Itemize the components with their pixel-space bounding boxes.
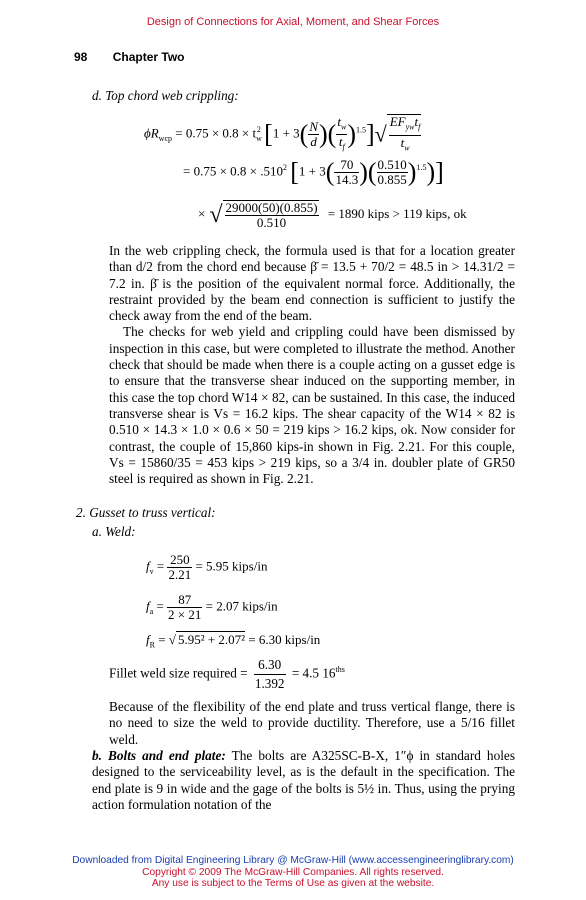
eq2-den1: 14.3 — [335, 172, 359, 187]
paragraph-3: Because of the flexibility of the end plate and truss vertical flange, there is no need to size the weld to provide ductility. Therefore, use a 5/16 fillet weld. — [109, 699, 515, 747]
body-text-weld — [109, 699, 515, 748]
running-header: Design of Connections for Axial, Moment, and Shear Forces — [146, 16, 440, 28]
footer-copyright: Copyright © 2009 The McGraw-Hill Companies. All rights reserved. — [142, 866, 444, 878]
fillet-sup: ths — [335, 665, 345, 675]
item-d-heading: d. Top chord web crippling: — [92, 88, 239, 103]
eq3-den: 0.510 — [256, 215, 287, 230]
paragraph-1: In the web crippling check, the formula used is that for a location greater than d/2 from the chord end because β̄ = 13.5 + 70/2 = 48.5 in > 14.31/2 = 7.2 in. β̄ is the position of the equivalent normal force. Additionally, the restraint provided by the beam end connection is sufficient to justify the check away from the end of the beam. — [109, 243, 515, 324]
body-text-bolts — [92, 748, 515, 813]
fv-lhs: f — [146, 558, 150, 574]
eq2-value: = 0.75 × 0.8 × .510 — [183, 163, 283, 179]
fa-lhs: f — [146, 598, 150, 614]
fr-lhs: f — [146, 632, 150, 647]
equation-web-crippling-3: × √ $\frac{29000(50)(0.855)}{0.510}$ = 1890 kips > 119 kips, ok — [198, 200, 467, 230]
item-b-label: b. Bolts and end plate: — [92, 748, 226, 763]
body-text-web-crippling — [109, 243, 515, 487]
fv-sub: v — [149, 567, 154, 577]
footer — [0, 855, 586, 890]
eq1-lhs: ϕR — [144, 125, 159, 141]
chapter-title: Chapter Two — [112, 50, 185, 64]
item-2-text: 2. Gusset to truss vertical: — [76, 505, 216, 520]
fr-sub: R — [149, 640, 155, 650]
equation-web-crippling-1: $\phi R_{wcp} = 0.75 \times 0.8 \times t_w^2$ [1 + 3( $\frac{N}{d}$ )( $\frac{t_w}{t_f}$ )$^{1.5}$]√ $\frac{EF_{yw}t_f}{t_w}$ — [144, 114, 421, 155]
footer-terms: Any use is subject to the Terms of Use as given at the website. — [151, 878, 435, 889]
equation-fv: $f_v$ = $\frac{250}{2.21}$ = 5.95 kips/in — [146, 552, 268, 582]
eq2-num2: 0.510 — [377, 157, 407, 172]
fillet-weld-equation — [109, 656, 345, 693]
fv-result: = 5.95 kips/in — [195, 558, 268, 574]
page-header — [74, 50, 184, 64]
fa-den: 2 × 21 — [168, 607, 202, 622]
fillet-result: = 4.5 16 — [291, 665, 336, 681]
fr-result: = 6.30 kips/in — [248, 632, 321, 647]
fillet-num: 6.30 — [254, 656, 286, 675]
paragraph-2: The checks for web yield and crippling could have been dismissed by inspection in this case, but were completed to illustrate the method. Another check that should be made when there is a couple acting on a gusset edge is to ensure that the transverse shear induced on the supporting member, in this case the top chord W14 × 82, can be sustained. In this case, the induced transverse shear is Vs = 16.2 kips. The shear capacity of the W14 × 82 is 0.510 × 14.3 × 1.0 × 0.6 × 50 = 219 kips > 16.2 kips, ok. Now consider for contrast, the couple of 15,860 kips-in shown in Fig. 2.21. For this couple, Vs = 15860/35 = 453 kips > 219 kips, so a 3/4 in. doubler plate of GR50 steel is required as shown in Fig. 2.21. — [109, 324, 515, 487]
fv-num: 250 — [167, 553, 192, 568]
fa-sub: a — [149, 607, 154, 617]
fillet-label: Fillet weld size required = — [109, 665, 248, 681]
fillet-den: 1.392 — [254, 676, 285, 691]
fa-num: 87 — [167, 593, 202, 608]
equation-fr: $f_R$ = √ 5.95² + 2.07² = 6.30 kips/in — [146, 632, 321, 650]
item-2-heading — [76, 505, 216, 521]
item-a-heading: a. Weld: — [92, 524, 136, 539]
paragraph-4-text: The bolts are A325SC-B-X, 1″ϕ in standard holes designed to the serviceability level, as is the default in the specification. The end plate is 9 in wide and the gage of the bolts is 5½ in. Thus, using the prying action formulation notation of the — [92, 748, 515, 812]
equation-web-crippling-2: = $0.75 \times 0.8 \times .510^2$ [1 + 3( $\frac{70}{14.3}$ )( $\frac{0.510}{0.855}$ )$^{1.5}$)] — [183, 157, 444, 187]
eq2-den2: 0.855 — [377, 172, 407, 187]
paragraph-4 — [92, 748, 515, 813]
eq3-result: = 1890 kips > 119 kips, ok — [327, 205, 467, 221]
eq1-rhs: = 0.75 × 0.8 × t — [175, 125, 257, 141]
fa-result: = 2.07 kips/in — [205, 598, 278, 614]
fr-radicand: 5.95² + 2.07² — [177, 632, 246, 647]
eq3-num: 29000(50)(0.855) — [225, 200, 318, 215]
eq1-tw-sub: w — [256, 134, 262, 144]
equation-fa: $f_a$ = $\frac{87}{2 \times 21}$ = 2.07 kips/in — [146, 592, 278, 622]
footer-download-link[interactable]: Downloaded from Digital Engineering Library @ McGraw-Hill (www.accessengineeringlibrary.com) — [72, 855, 514, 866]
fv-den: 2.21 — [168, 567, 192, 582]
page-number: 98 — [74, 50, 88, 64]
eq1-lhs-sub: wcp — [158, 134, 172, 144]
eq2-num1: 70 — [334, 158, 359, 173]
